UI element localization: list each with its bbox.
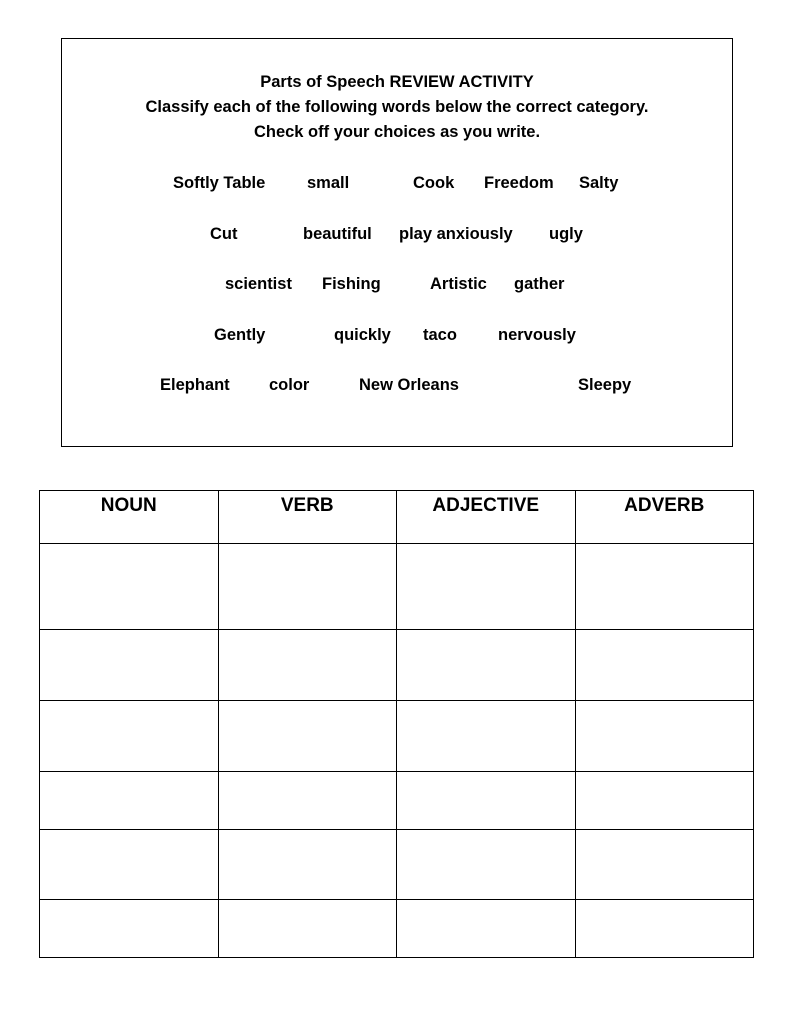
verb-answer-cell[interactable] (218, 630, 397, 701)
adjective-answer-cell[interactable] (397, 701, 576, 772)
instructions-line-check-off: Check off your choices as you write. (253, 123, 541, 141)
noun-answer-cell[interactable] (40, 772, 219, 830)
instructions-box (61, 38, 733, 447)
verb-answer-cell[interactable] (218, 900, 397, 958)
adverb-answer-cell[interactable] (575, 772, 754, 830)
word-nervously: nervously (498, 326, 576, 344)
word-cut: Cut (210, 225, 238, 243)
adverb-answer-cell[interactable] (575, 830, 754, 900)
word-taco: taco (423, 326, 457, 344)
verb-answer-cell[interactable] (218, 544, 397, 630)
classification-table (39, 490, 754, 958)
column-header-adjective: ADJECTIVE (397, 491, 576, 544)
word-artistic: Artistic (430, 275, 487, 293)
word-beautiful: beautiful (303, 225, 372, 243)
noun-answer-cell[interactable] (40, 900, 219, 958)
word-salty: Salty (579, 174, 619, 192)
word-softly-table: Softly Table (173, 174, 266, 192)
adjective-answer-cell[interactable] (397, 630, 576, 701)
column-header-noun: NOUN (40, 491, 219, 544)
adjective-answer-cell[interactable] (397, 544, 576, 630)
word-small: small (307, 174, 350, 192)
adverb-answer-cell[interactable] (575, 701, 754, 772)
word-new-orleans: New Orleans (359, 376, 459, 394)
word-sleepy: Sleepy (578, 376, 632, 394)
column-header-adverb: ADVERB (575, 491, 754, 544)
adjective-answer-cell[interactable] (397, 830, 576, 900)
adverb-answer-cell[interactable] (575, 544, 754, 630)
table-header-row (40, 491, 754, 544)
noun-answer-cell[interactable] (40, 830, 219, 900)
table-row (40, 900, 754, 958)
word-cook: Cook (413, 174, 455, 192)
adverb-answer-cell[interactable] (575, 900, 754, 958)
table-row (40, 772, 754, 830)
verb-answer-cell[interactable] (218, 772, 397, 830)
adjective-answer-cell[interactable] (397, 900, 576, 958)
adverb-answer-cell[interactable] (575, 630, 754, 701)
verb-answer-cell[interactable] (218, 830, 397, 900)
noun-answer-cell[interactable] (40, 630, 219, 701)
table-row (40, 630, 754, 701)
activity-title: Parts of Speech REVIEW ACTIVITY (260, 73, 534, 91)
word-fishing: Fishing (322, 275, 381, 293)
noun-answer-cell[interactable] (40, 701, 219, 772)
word-play-anxiously: play anxiously (399, 225, 513, 243)
word-freedom: Freedom (484, 174, 554, 192)
word-color: color (269, 376, 310, 394)
word-scientist: scientist (225, 275, 292, 293)
table-row (40, 830, 754, 900)
instructions-line-classify: Classify each of the following words below the correct category. (145, 98, 649, 116)
table-row (40, 701, 754, 772)
word-gather: gather (514, 275, 565, 293)
adjective-answer-cell[interactable] (397, 772, 576, 830)
verb-answer-cell[interactable] (218, 701, 397, 772)
word-quickly: quickly (334, 326, 391, 344)
word-elephant: Elephant (160, 376, 230, 394)
word-ugly: ugly (549, 225, 583, 243)
word-gently: Gently (214, 326, 266, 344)
table-row (40, 544, 754, 630)
noun-answer-cell[interactable] (40, 544, 219, 630)
column-header-verb: VERB (218, 491, 397, 544)
